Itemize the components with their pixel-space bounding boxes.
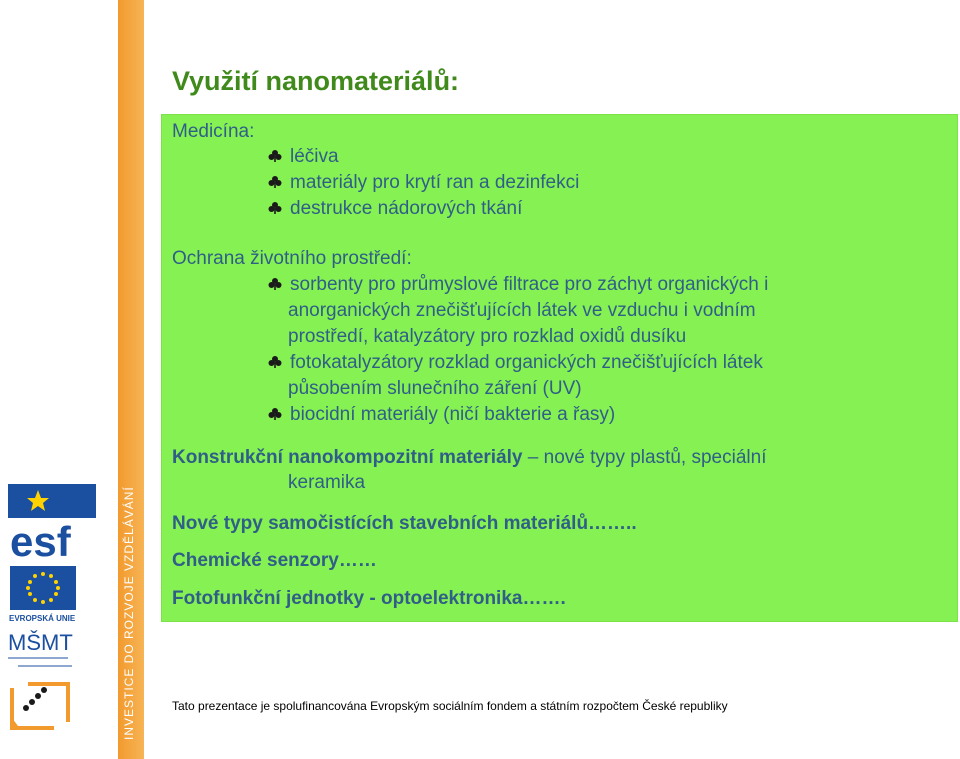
construction-heading: Konstrukční nanokompozitní materiály bbox=[172, 447, 523, 468]
environment-heading: Ochrana životního prostředí: bbox=[172, 248, 412, 269]
club-icon bbox=[268, 407, 282, 421]
msmt-logo-text: MŠMT bbox=[8, 630, 73, 655]
extra-line-optoelectronics: Fotofunkční jednotky - optoelektronika……. bbox=[172, 588, 566, 609]
eu-logo bbox=[8, 566, 78, 624]
medicine-heading: Medicína: bbox=[172, 121, 255, 142]
club-icon bbox=[268, 277, 282, 291]
bullet-text: fotokatalyzátory rozklad organických znečišťujících látek bbox=[290, 352, 763, 373]
bullet-text: materiály pro krytí ran a dezinfekci bbox=[290, 172, 580, 193]
msmt-logo-graphic bbox=[8, 628, 74, 672]
construction-line bbox=[172, 447, 766, 469]
construction-desc: – nové typy plastů, speciální bbox=[522, 447, 767, 468]
bullet-text-cont: anorganických znečišťujících látek ve vzduchu i vodním bbox=[288, 300, 756, 321]
list-item bbox=[268, 144, 339, 170]
construction-desc-cont: keramika bbox=[288, 472, 366, 493]
list-item bbox=[268, 272, 768, 298]
club-icon bbox=[268, 355, 282, 369]
extra-line-sensors: Chemické senzory…… bbox=[172, 550, 377, 571]
opvk-logo bbox=[8, 678, 74, 734]
esf-logo bbox=[8, 484, 96, 560]
list-item bbox=[268, 402, 615, 428]
extra-line-selfcleaning: Nové typy samočistících stavebních materiálů…….. bbox=[172, 513, 637, 534]
bullet-text: biocidní materiály (ničí bakterie a řasy) bbox=[290, 404, 616, 425]
slide-title: Využití nanomateriálů: bbox=[172, 66, 460, 96]
club-icon bbox=[268, 175, 282, 189]
bullet-text: léčiva bbox=[290, 146, 339, 167]
list-item bbox=[268, 350, 763, 376]
opvk-logo-graphic bbox=[8, 678, 74, 734]
bullet-text-cont: působením slunečního záření (UV) bbox=[288, 378, 582, 399]
bullet-text-cont: prostředí, katalyzátory pro rozklad oxidů dusíku bbox=[288, 326, 687, 347]
bullet-text: destrukce nádorových tkání bbox=[290, 198, 523, 219]
club-icon bbox=[268, 201, 282, 215]
footer-text: Tato prezentace je spolufinancována Evropským sociálním fondem a státním rozpočtem České republiky bbox=[172, 699, 728, 713]
bullet-text: sorbenty pro průmyslové filtrace pro záchyt organických i bbox=[290, 274, 769, 295]
list-item bbox=[268, 196, 522, 222]
esf-logo-text: esf bbox=[10, 518, 71, 560]
esf-logo-graphic bbox=[8, 484, 96, 560]
msmt-logo bbox=[8, 628, 74, 672]
eu-logo-text: EVROPSKÁ UNIE bbox=[9, 614, 76, 623]
eu-flag-icon bbox=[8, 566, 78, 624]
club-icon bbox=[268, 149, 282, 163]
sidebar-label: INVESTICE DO ROZVOJE VZDĚLÁVÁNÍ bbox=[122, 486, 136, 740]
list-item bbox=[268, 170, 579, 196]
